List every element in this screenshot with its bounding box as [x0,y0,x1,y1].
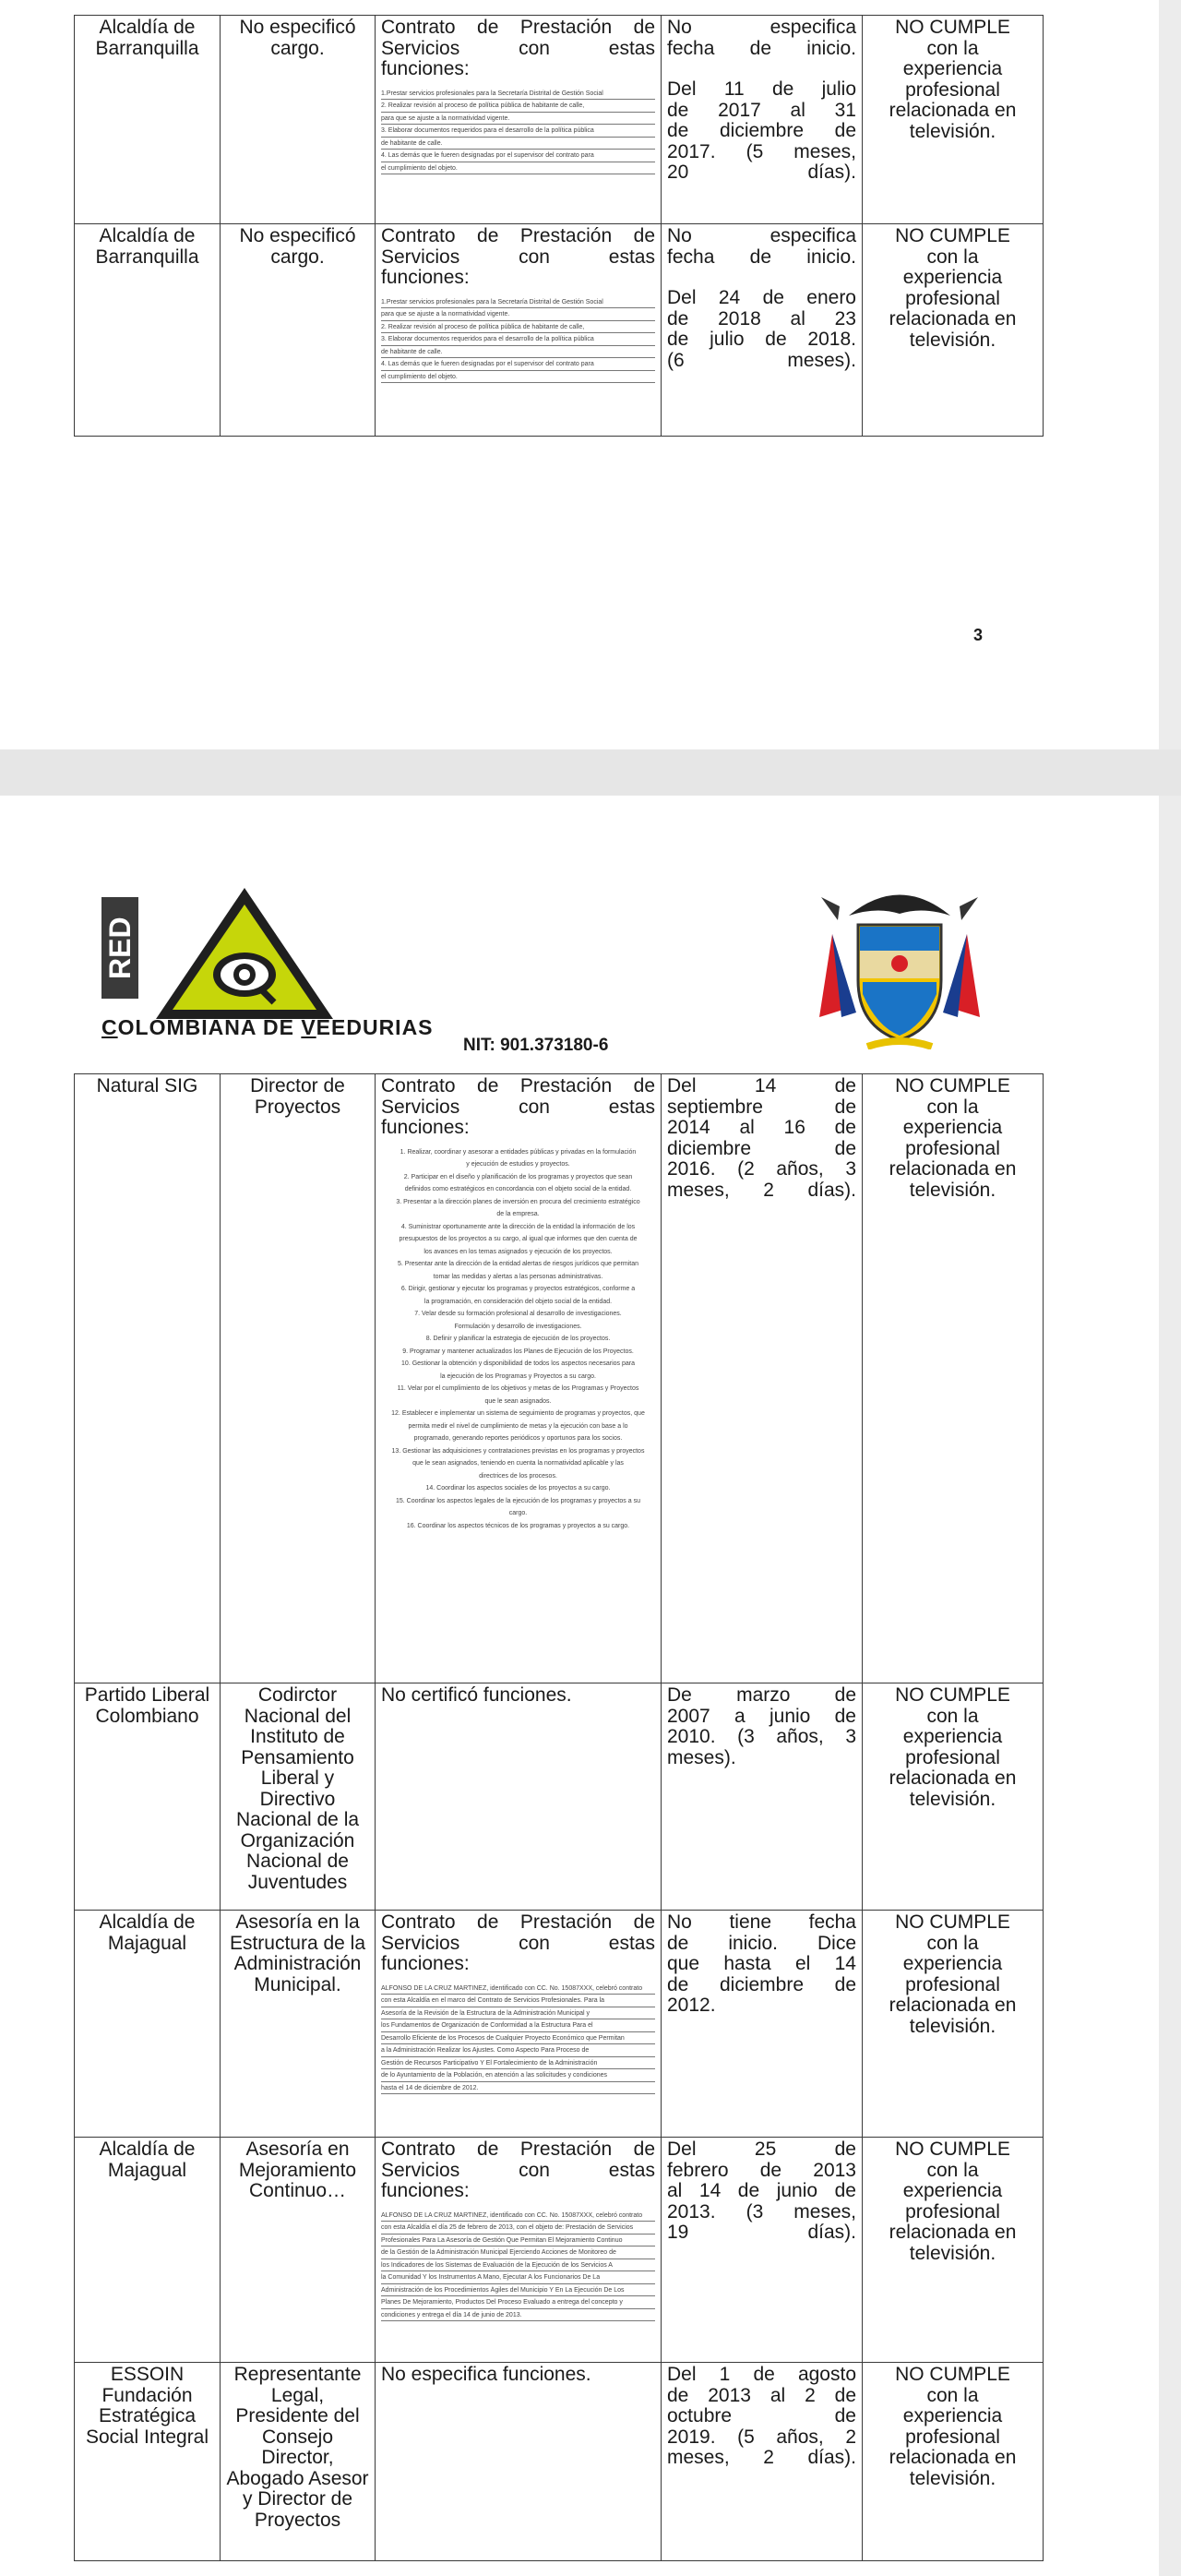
result-line: experiencia [902,267,1003,288]
date-line: que hasta el 14 [667,1953,856,1974]
fine-print-line: 2. Realizar revisión al proceso de política pública de habitante de calle, [381,102,655,113]
functions-cell [376,2138,662,2363]
result-cell [863,1074,1044,1683]
result-line: televisión. [909,1179,996,1201]
position-cell: Asesoría en Mejoramiento Continuo… [221,2138,376,2363]
result-line: con la [926,1932,979,1954]
dates-cell [662,2363,863,2561]
result-line: experiencia [902,58,1003,79]
red-veedurias-logo [101,884,471,1023]
fine-print-line: definidos como estratégicos en concordancia con el objeto social de la entidad. [404,1186,632,1192]
date-line: de diciembre de [667,1973,856,1995]
result-line: con la [926,1096,979,1118]
fine-print-line: Gestión de Recursos Participativo Y El Fortalecimiento de la Administración [381,2059,655,2070]
dates-cell [662,1074,863,1683]
contract-text: Contrato de Prestación de [381,1911,655,1933]
entity-cell: Partido Liberal Colombiano [75,1683,221,1911]
position-cell: Representante Legal, Presidente del Consejo Director, Abogado Asesor y Director de Proyectos [221,2363,376,2561]
fine-print-line: los Indicadores de los Sistemas de Evaluación de la Ejecución de los Servicios A [381,2261,655,2272]
entity-cell: Natural SIG [75,1074,221,1683]
fine-print-line: 3. Elaborar documentos requeridos para el desarrollo de la política pública [381,335,655,346]
contract-text: Contrato de Prestación de [381,2139,655,2160]
table-row [75,2138,1044,2363]
fine-print-line: 8. Definir y planificar la estrategia de ejecución de los proyectos. [425,1336,611,1342]
contract-text: Servicios con estas [381,246,655,268]
contract-text: funciones: [381,267,470,288]
fine-print-line: 14. Coordinar los aspectos sociales de los proyectos a su cargo. [425,1485,611,1492]
result-line: profesional [905,287,1000,309]
fine-print-line: 9. Programar y mantener actualizados los Planes de Ejecución de los Proyectos. [402,1348,634,1355]
result-line: relacionada en [889,1767,1017,1789]
result-line: con la [926,246,979,268]
date-line: 2019. (5 años, 2 [667,2426,856,2448]
date-line: Del 25 de [667,2139,856,2160]
result-cell [863,16,1044,224]
date-line: meses). [667,1746,736,1768]
fine-print-line: condiciones y entrega el día 14 de junio de 2013. [381,2311,655,2322]
document-page-3 [0,0,1159,749]
result-cell [863,1683,1044,1911]
date-line: Del 24 de enero [667,287,856,308]
fine-print-line: 1.Prestar servicios profesionales para la Secretaría Distrital de Gestión Social [381,298,655,309]
fine-print-line: para que se ajuste a la normatividad vigente. [381,114,655,126]
date-line: 20 días). [667,162,856,183]
contract-text: funciones: [381,2180,470,2201]
result-line: experiencia [902,1117,1003,1138]
result-line: televisión. [909,2467,996,2489]
date-line: Del 14 de [667,1075,856,1096]
contract-text: Contrato de Prestación de [381,225,655,246]
date-line: fecha de inicio. [667,246,856,268]
result-line: NO CUMPLE [895,17,1010,38]
date-line: 2012. [667,1995,716,2016]
result-line: con la [926,37,979,59]
result-line: NO CUMPLE [895,1684,1010,1706]
fine-print-line: a la Administración Realizar los Ajustes. Como Aspecto Para Proceso de [381,2046,655,2057]
date-line: 2017. (5 meses, [667,140,856,162]
page-separator [0,749,1181,796]
date-line: 19 días). [667,2222,856,2243]
date-line: de julio de 2018. [667,329,856,350]
date-line [667,59,856,79]
fine-print-line: que le sean asignados. [484,1397,552,1405]
fine-print-line: los avances en los temas asignados y ejecución de los proyectos. [423,1248,613,1255]
result-line: NO CUMPLE [895,2364,1010,2385]
fine-print-line: la Comunidad Y los Instrumentos A Mano, Ejecutar A los Funcionarios De La [381,2273,655,2284]
fine-print-line: el cumplimiento del objeto. [381,373,655,384]
date-line: de inicio. Dice [667,1932,856,1954]
entity-cell: Alcaldía de Majagual [75,1911,221,2138]
date-line: 2016. (2 años, 3 [667,1158,856,1180]
fine-print-line: 2. Participar en el diseño y planificación de los programas y proyectos que sean [403,1173,633,1180]
date-line: Del 1 de agosto [667,2364,856,2385]
fine-print-line: hasta el 14 de diciembre de 2012. [381,2084,655,2095]
functions-fine-print [381,298,655,384]
dates-cell [662,16,863,224]
position-cell: Asesoría en la Estructura de la Administración Municipal. [221,1911,376,2138]
contract-text: Servicios con estas [381,37,655,59]
result-line: experiencia [902,2405,1003,2426]
dates-cell [662,1683,863,1911]
date-line: (6 meses). [667,349,856,371]
position-cell: Codirctor Nacional del Instituto de Pensamiento Liberal y Directivo Nacional de la Organización Nacional de Juventudes [221,1683,376,1911]
functions-cell [376,16,662,224]
date-line: De marzo de [667,1684,856,1706]
date-line: de 2013 al 2 de [667,2384,856,2406]
fine-print-line: presupuestos de los proyectos a su cargo, al igual que informes que den cuenta de [399,1236,638,1242]
position-cell: No especificó cargo. [221,16,376,224]
date-line: al 14 de junio de [667,2180,856,2201]
fine-print-line: tomar las medidas y alertas a las personas administrativas. [433,1273,603,1280]
result-line: experiencia [902,1726,1003,1747]
eye-triangle-icon [152,884,337,1023]
fine-print-line: de lo Ayuntamiento de la Población, en atención a las solicitudes y condiciones [381,2071,655,2082]
functions-cell [376,224,662,437]
fine-print-line: 4. Suministrar oportunamente ante la dirección de la entidad la información de los [400,1223,636,1230]
fine-print-line: de la Gestión de la Administración Municipal Ejerciendo Acciones de Monitoreo de [381,2248,655,2259]
table-row [75,16,1044,224]
date-line: 2013. (3 meses, [667,2200,856,2223]
date-line: No tiene fecha [667,1911,856,1933]
fine-print-line: 5. Presentar ante la dirección de la entidad alertas de riesgos jurídicos que permitan [397,1261,639,1267]
result-line: relacionada en [889,2222,1017,2243]
result-line: profesional [905,2426,1000,2448]
result-line: televisión. [909,2015,996,2037]
date-line: de diciembre de [667,120,856,141]
date-line: de 2018 al 23 [667,307,856,329]
fine-print-line: 3. Presentar a la dirección planes de inversión en procura del crecimiento estratégico [396,1198,640,1205]
experience-table-page-4 [74,1073,1044,2561]
table-row [75,1911,1044,2138]
functions-fine-print [381,2211,655,2322]
fine-print-line: 1.Prestar servicios profesionales para la Secretaría Distrital de Gestión Social [381,90,655,101]
table-row [75,2363,1044,2561]
functions-cell [376,1911,662,2138]
result-line: profesional [905,1137,1000,1159]
date-line: febrero de 2013 [667,2159,856,2181]
contract-text: funciones: [381,1953,470,1974]
fine-print-line: Formulación y desarrollo de investigaciones. [454,1323,582,1330]
functions-fine-print [381,90,655,175]
fine-print-line: ALFONSO DE LA CRUZ MARTINEZ, identificado con CC. No. 15087XXX, celebró contrato [381,2211,655,2223]
functions-cell [376,1683,662,1911]
result-cell [863,2138,1044,2363]
fine-print-line: 12. Establecer e implementar un sistema de seguimiento de programas y proyectos, que [391,1410,645,1417]
result-line: relacionada en [889,100,1017,121]
contract-text: funciones: [381,1117,470,1138]
fine-print-line: que le sean asignados, teniendo en cuenta la normatividad aplicable y las [412,1460,624,1467]
logo-name: COLOMBIANA DE VEEDURIAS [101,1015,434,1039]
date-line [667,268,856,288]
fine-print-line: 4. Las demás que le fueren designadas por el supervisor del contrato para [381,360,655,371]
fine-print-line: 1. Realizar, coordinar y asesorar a entidades públicas y privadas en la formulación [400,1148,637,1156]
fine-print-line: con esta Alcaldía el día 25 de febrero de 2013, con el objeto de: Prestación de Servicios [381,2223,655,2235]
entity-cell: ESSOIN Fundación Estratégica Social Integral [75,2363,221,2561]
result-line: con la [926,2159,979,2181]
fine-print-line: Profesionales Para La Asesoría de Gestión Que Permitan El Mejoramiento Continuo [381,2236,655,2247]
date-line: meses, 2 días). [667,2447,856,2468]
date-line: No especifica [667,17,856,38]
table-row [75,1683,1044,1911]
functions-fine-print [381,1148,655,1532]
entity-cell: Alcaldía de Barranquilla [75,224,221,437]
fine-print-line: los Fundamentos de Organización de Conformidad a la Estructura Para el [381,2021,655,2032]
result-line: profesional [905,1746,1000,1768]
date-line: septiembre de [667,1096,856,1118]
result-line: NO CUMPLE [895,2139,1010,2160]
result-line: profesional [905,1973,1000,1995]
date-line: 2014 al 16 de [667,1117,856,1138]
result-line: profesional [905,2200,1000,2223]
result-line: relacionada en [889,1995,1017,2016]
date-line: fecha de inicio. [667,37,856,59]
fine-print-line: con esta Alcaldía en el marco del Contrato de Servicios Profesionales. Para la [381,1996,655,2007]
fine-print-line: ALFONSO DE LA CRUZ MARTINEZ, identificado con CC. No. 15087XXX, celebró contrato [381,1984,655,1995]
contract-text: Servicios con estas [381,1096,655,1118]
date-line: meses, 2 días). [667,1179,856,1201]
fine-print-line: 6. Dirigir, gestionar y ejecutar los programas y proyectos estratégicos, conforme a [400,1286,636,1292]
fine-print-line: 11. Velar por el cumplimiento de los objetivos y metas de los Programas y Proyectos [397,1385,639,1392]
position-cell: No especificó cargo. [221,224,376,437]
result-line: con la [926,2384,979,2406]
date-line: 2010. (3 años, 3 [667,1726,856,1747]
result-line: NO CUMPLE [895,1075,1010,1096]
date-line: 2007 a junio de [667,1705,856,1727]
dates-cell [662,224,863,437]
page-number: 3 [973,626,984,644]
logo-red-text: RED [101,897,138,999]
table-row [75,224,1044,437]
fine-print-line: 13. Gestionar las adquisiciones y contrataciones previstas en los programas y proyectos [391,1447,645,1455]
date-line: No especifica [667,225,856,246]
fine-print-line: 15. Coordinar los aspectos legales de la ejecución de los programas y proyectos a su [396,1497,640,1504]
result-line: con la [926,1705,979,1727]
fine-print-line: Asesoría de la Revisión de la Estructura de la Administración Municipal y [381,2009,655,2020]
result-line: NO CUMPLE [895,225,1010,246]
functions-fine-print [381,1984,655,2095]
contract-text: Servicios con estas [381,2159,655,2181]
fine-print-line: Administración de los Procedimientos Ágiles del Municipio Y En La Ejecución De Los [381,2286,655,2297]
colombia-coat-of-arms-icon [812,879,987,1049]
functions-cell [376,2363,662,2561]
entity-cell: Alcaldía de Barranquilla [75,16,221,224]
result-line: relacionada en [889,1158,1017,1180]
fine-print-line: para que se ajuste a la normatividad vigente. [381,310,655,321]
contract-text: No especifica funciones. [381,2364,591,2385]
fine-print-line: 7. Velar desde su formación profesional al desarrollo de investigaciones. [414,1311,622,1317]
fine-print-line: de habitante de calle. [381,348,655,359]
fine-print-line: Desarrollo Eficiente de los Procesos de Cualquier Proyecto Económico que Permitan [381,2034,655,2045]
position-cell: Director de Proyectos [221,1074,376,1683]
fine-print-line: permita medir el nivel de cumplimiento de metas y la ejecución con base a lo [408,1422,628,1430]
entity-cell: Alcaldía de Majagual [75,2138,221,2363]
date-line: de 2017 al 31 [667,99,856,121]
contract-text: Contrato de Prestación de [381,17,655,38]
date-line: diciembre de [667,1137,856,1159]
dates-cell [662,1911,863,2138]
fine-print-line: el cumplimiento del objeto. [381,164,655,175]
contract-text: Contrato de Prestación de [381,1075,655,1096]
fine-print-line: 10. Gestionar la obtención y disponibilidad de todos los aspectos necesarios para [401,1360,635,1367]
table-row [75,1074,1044,1683]
result-line: relacionada en [889,2447,1017,2468]
result-line: televisión. [909,2242,996,2264]
date-line: Del 11 de julio [667,78,856,100]
result-line: relacionada en [889,308,1017,329]
result-line: experiencia [902,1953,1003,1974]
fine-print-line: 16. Coordinar los aspectos técnicos de los programas y proyectos a su cargo. [406,1522,630,1529]
dates-cell [662,2138,863,2363]
fine-print-line: cargo. [508,1510,528,1516]
result-line: profesional [905,78,1000,101]
fine-print-line: 3. Elaborar documentos requeridos para el desarrollo de la política pública [381,126,655,138]
contract-text: Servicios con estas [381,1932,655,1954]
fine-print-line: la ejecución de los Programas y Proyectos a su cargo. [440,1372,596,1380]
result-line: televisión. [909,1788,996,1810]
result-cell [863,2363,1044,2561]
functions-cell [376,1074,662,1683]
fine-print-line: 4. Las demás que le fueren designadas por el supervisor del contrato para [381,151,655,162]
date-line: octubre de [667,2405,856,2426]
experience-table-page-3 [74,15,1044,437]
result-cell [863,224,1044,437]
contract-text: funciones: [381,58,470,79]
result-line: NO CUMPLE [895,1911,1010,1933]
nit-number: NIT: 901.373180-6 [463,1036,609,1055]
fine-print-line: 2. Realizar revisión al proceso de política pública de habitante de calle, [381,323,655,334]
fine-print-line: Planes De Mejoramiento, Productos Del Proceso Evaluado a entrega del concepto y [381,2298,655,2309]
result-line: televisión. [909,329,996,351]
fine-print-line: de habitante de calle. [381,139,655,150]
result-cell [863,1911,1044,2138]
result-line: televisión. [909,120,996,142]
fine-print-line: directrices de los procesos. [479,1472,557,1480]
contract-text: No certificó funciones. [381,1684,572,1706]
fine-print-line: la programación, en consideración del objeto social de la entidad. [423,1298,613,1305]
fine-print-line: y ejecución de estudios y proyectos. [466,1161,570,1168]
result-line: experiencia [902,2180,1003,2201]
fine-print-line: programado, generando reportes periódicos y oportunos para los socios. [413,1435,623,1442]
fine-print-line: de la empresa. [496,1211,540,1217]
